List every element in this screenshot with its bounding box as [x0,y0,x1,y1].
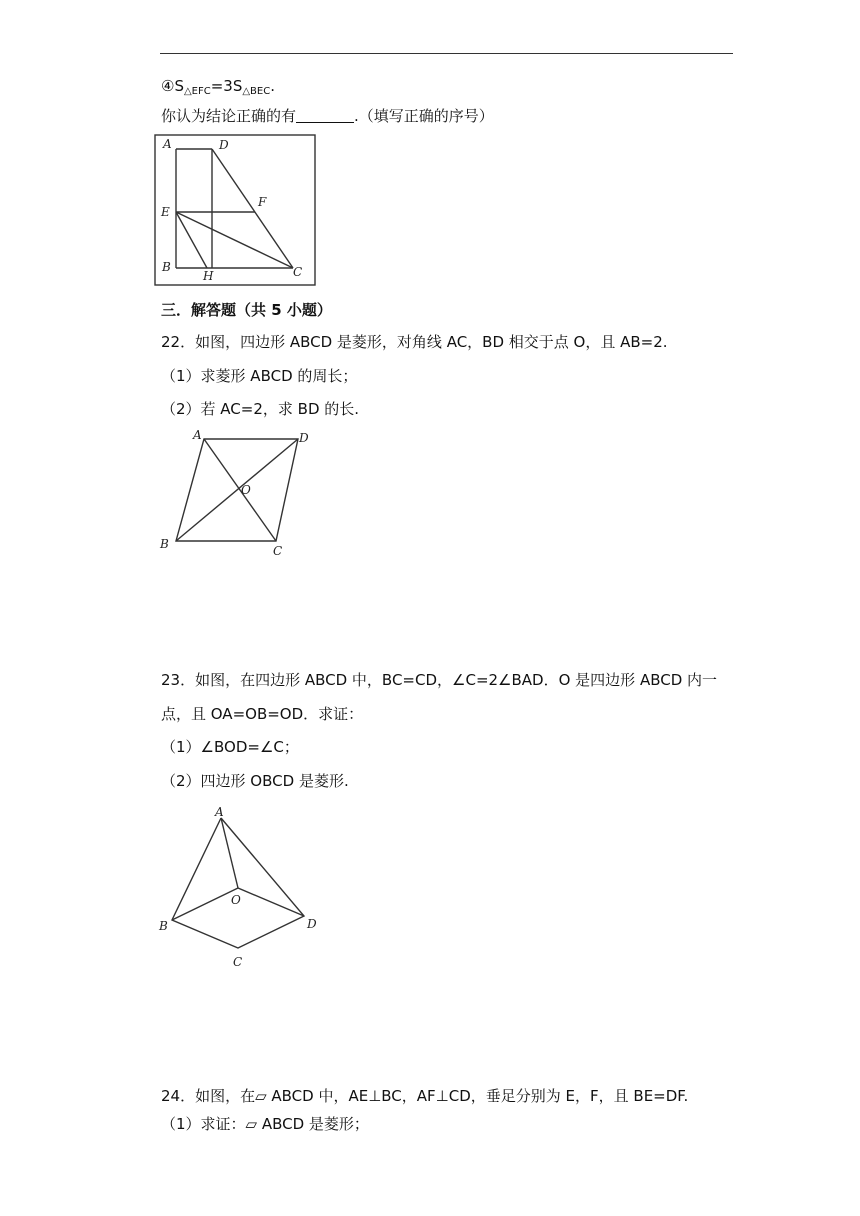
label-B: B [160,537,169,551]
label-C: C [233,955,243,969]
label-A: A [193,428,202,442]
q22-figure [157,428,317,560]
label-O: O [231,893,241,907]
label-C: C [273,544,283,558]
section-heading: 三．解答题（共 5 小题） [161,301,332,319]
q23-stem-line2: 点，且 OA=OB=OD．求证： [161,705,364,723]
q22-stem: 22．如图，四边形 ABCD 是菱形，对角线 AC，BD 相交于点 O，且 AB=2. [161,333,668,351]
label-A: A [163,137,172,151]
q24-part1: （1）求证：▱ ABCD 是菱形； [161,1115,369,1133]
label-A: A [215,805,224,819]
prev-prompt: 你认为结论正确的有 .（填写正确的序号） [161,107,494,125]
label-E: E [161,205,170,219]
q22-part2: （2）若 AC=2，求 BD 的长. [161,400,360,418]
label-O: O [241,483,251,497]
label-D: D [299,431,309,445]
q23-figure [157,800,327,972]
q22-part1: （1）求菱形 ABCD 的周长； [161,367,358,385]
prev-figure [155,135,315,285]
label-F: F [258,195,267,209]
prev-item-4: $④S_{\triangle EFC}=3S_{\triangle BEC}$. [161,77,275,97]
answer-blank [296,108,354,123]
label-B: B [159,919,168,933]
q23-stem-line1: 23．如图，在四边形 ABCD 中，BC=CD，∠C=2∠BAD．O 是四边形 ABCD 内一 [161,671,718,689]
header-rule [160,53,733,54]
label-D: D [307,917,317,931]
label-D: D [219,138,229,152]
q23-part2: （2）四边形 OBCD 是菱形. [161,772,349,790]
label-B: B [162,260,171,274]
label-H: H [203,269,214,283]
q23-part1: （1）∠BOD=∠C； [161,738,299,756]
label-C: C [293,265,303,279]
q24-stem: 24．如图，在▱ ABCD 中，AE⊥BC，AF⊥CD，垂足分别为 E，F，且 BE=DF. [161,1087,689,1105]
